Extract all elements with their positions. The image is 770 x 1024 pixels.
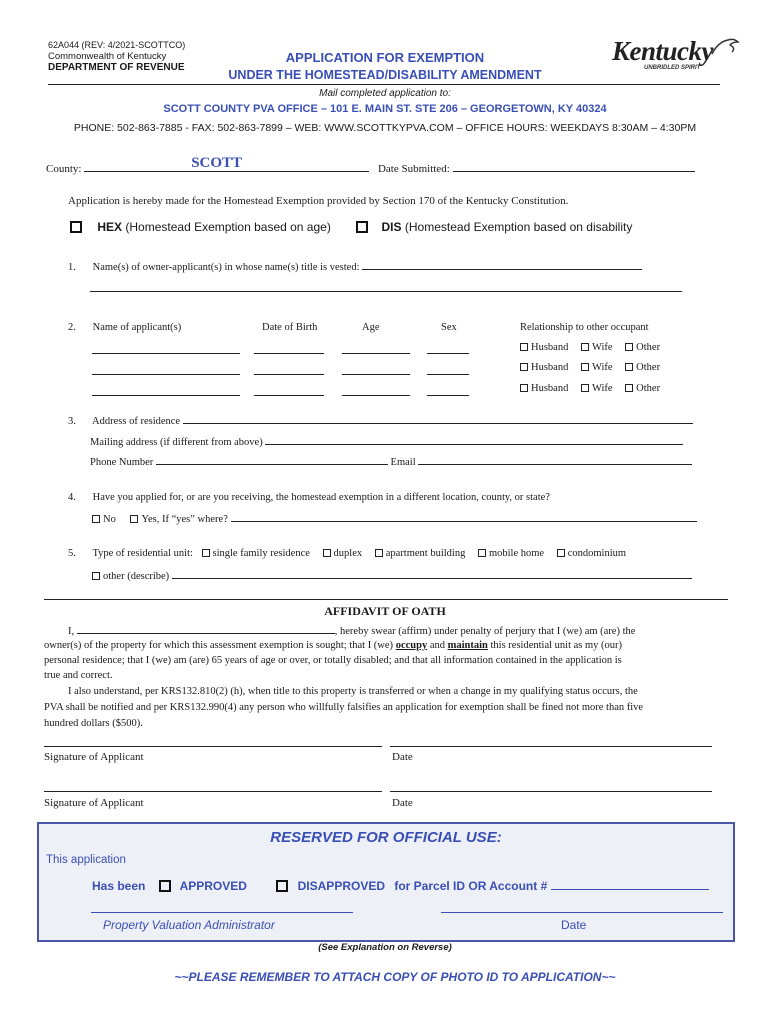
header-rule [48,84,720,85]
intro-text: Application is hereby made for the Homestead Exemption provided by Section 170 of the Kentucky Constitution. [68,195,569,207]
affidavit-name-field[interactable] [77,624,335,634]
condominium-label: condominium [567,548,627,559]
applicant-3-husband-checkbox[interactable] [520,384,528,392]
q4-label: Have you applied for, or are you receiving, the homestead exemption in a different location, county, or state? [92,492,550,503]
affidavit-line6: PVA shall be notified and per KRS132.990(4) any person who willfully falsifies an application for exemption shall be fined not more than five [44,702,644,713]
signature-1-label: Signature of Applicant [44,751,144,763]
signature-1-field[interactable] [44,746,382,747]
q4-row [68,492,550,503]
q4-number: 4. [68,492,76,503]
county-row [46,155,695,175]
hex-description: (Homestead Exemption based on age) [125,220,331,234]
q2-number: 2. [68,322,76,333]
affidavit-i: I, [68,626,75,637]
affidavit-l2b: this residential unit as my (our) [490,640,623,651]
hex-checkbox[interactable] [70,221,82,233]
office-contact: PHONE: 502-863-7885 - FAX: 502-863-7899 – WEB: WWW.SCOTTKYPVA.COM – OFFICE HOURS: WEEKDAYS 8:30AM – 4:30PM [73,122,697,134]
exemption-type-row [70,220,632,234]
date-submitted-field[interactable] [453,162,695,172]
q5-other-row [92,569,692,582]
q3-address-row [68,414,693,427]
affidavit-line5: I also understand, per KRS132.810(2) (h), when title to this property is transferred or when a change in my qualifying status occurs, the [68,686,638,697]
q2-col-age: Age [362,322,380,333]
other-unit-checkbox[interactable] [92,572,100,580]
applicant-1-relationship [520,342,660,353]
q5-label: Type of residential unit: [92,548,193,559]
mobile-home-checkbox[interactable] [478,549,486,557]
q4-yes-checkbox[interactable] [130,515,138,523]
commonwealth-label: Commonwealth of Kentucky [48,51,167,62]
official-use-title: RESERVED FOR OFFICIAL USE: [270,829,502,846]
signature-2-field[interactable] [44,791,382,792]
other-unit-label: other (describe) [103,571,170,582]
wife-label: Wife [591,362,613,373]
signature-2-label: Signature of Applicant [44,797,144,809]
q1-owner-field-line2[interactable] [90,291,682,292]
affidavit-and: and [429,640,445,651]
q3-phone-row [90,455,692,468]
applicant-2-relationship [520,362,660,373]
form-title-line1: APPLICATION FOR EXEMPTION [285,50,485,65]
applicant-3-relationship [520,383,660,394]
department-label: DEPARTMENT OF REVENUE [48,62,185,73]
mobile-home-label: mobile home [488,548,545,559]
applicant-2-husband-checkbox[interactable] [520,363,528,371]
q5-row [68,548,626,559]
apartment-label: apartment building [385,548,466,559]
q2-col-name: Name of applicant(s) [92,322,182,333]
county-field[interactable] [84,155,369,172]
single-family-label: single family residence [212,548,310,559]
affidavit-occupy: occupy [395,640,428,651]
q4-where-field[interactable] [231,512,697,522]
q2-col-relationship: Relationship to other occupant [520,322,649,333]
email-label: Email [390,457,416,468]
official-use-box [37,822,735,942]
address-label: Address of residence [92,416,181,427]
official-date-label: Date [561,918,587,932]
hex-code: HEX [97,220,123,234]
dis-code: DIS [381,220,402,234]
signature-2-date-field[interactable] [390,791,712,792]
q4-options [92,512,697,525]
has-been-label: Has been [92,879,146,893]
parcel-field[interactable] [551,880,709,890]
phone-field[interactable] [156,455,388,465]
kentucky-logo [612,36,742,76]
this-application-label: This application [46,854,126,866]
q5-number: 5. [68,548,76,559]
official-status-row [92,879,709,893]
email-field[interactable] [418,455,692,465]
affidavit-line1 [68,624,635,637]
applicant-1-dob-field[interactable] [254,353,324,354]
affidavit-line7: hundred dollars ($500). [44,718,143,729]
applicant-2-other-checkbox[interactable] [625,363,633,371]
applicant-2-dob-field[interactable] [254,374,324,375]
kentucky-logo-text: Kentucky [612,36,713,66]
applicant-1-sex-field[interactable] [427,353,469,354]
applicant-1-age-field[interactable] [342,353,410,354]
applicant-1-other-checkbox[interactable] [625,343,633,351]
q3-mailing-row [90,435,683,448]
see-explanation: (See Explanation on Reverse) [318,942,452,953]
affidavit-maintain: maintain [447,640,488,651]
affidavit-line3: personal residence; that I (we) am (are) 65 years of age or over, or totally disabled; and that all information contained in the application is [44,655,622,666]
signature-1-date-field[interactable] [390,746,712,747]
mailing-address-label: Mailing address (if different from above) [90,437,263,448]
approved-label: APPROVED [179,879,247,893]
applicant-3-name-field[interactable] [92,395,240,396]
dis-description: (Homestead Exemption based on disability [404,220,633,234]
affidavit-line2 [44,640,622,651]
applicant-3-age-field[interactable] [342,395,410,396]
applicant-3-wife-checkbox[interactable] [581,384,589,392]
applicant-1-wife-checkbox[interactable] [581,343,589,351]
applicant-3-sex-field[interactable] [427,395,469,396]
date-submitted-label: Date Submitted: [377,163,450,175]
photo-id-reminder: ~~PLEASE REMEMBER TO ATTACH COPY OF PHOTO ID TO APPLICATION~~ [174,970,616,984]
pva-signature-field[interactable] [91,912,353,913]
q4-no-checkbox[interactable] [92,515,100,523]
disapproved-checkbox[interactable] [276,880,288,892]
mail-to-label: Mail completed application to: [319,88,451,99]
form-code: 62A044 (REV: 4/2021-SCOTTCO) [48,40,186,50]
applicant-1-name-field[interactable] [92,353,240,354]
applicant-3-dob-field[interactable] [254,395,324,396]
applicant-2-wife-checkbox[interactable] [581,363,589,371]
address-field[interactable] [183,414,693,424]
q2-col-dob: Date of Birth [262,322,318,333]
parcel-label: for Parcel ID OR Account # [394,879,548,893]
other-unit-field[interactable] [172,569,692,579]
affidavit-line4: true and correct. [44,670,113,681]
signature-2-date-label: Date [392,797,413,809]
affidavit-rule [44,599,728,600]
single-family-checkbox[interactable] [202,549,210,557]
duplex-checkbox[interactable] [323,549,331,557]
q1-number: 1. [68,262,76,273]
approved-checkbox[interactable] [159,880,171,892]
wife-label: Wife [591,342,613,353]
q1-owner-field[interactable] [362,260,642,270]
disapproved-label: DISAPPROVED [297,879,385,893]
husband-label: Husband [531,342,569,353]
duplex-label: duplex [333,548,363,559]
apartment-checkbox[interactable] [375,549,383,557]
affidavit-l1-text: , hereby swear (affirm) under penalty of perjury that I (we) am (are) the [334,626,636,637]
husband-label: Husband [531,362,569,373]
horse-icon [710,36,740,56]
applicant-3-other-checkbox[interactable] [625,384,633,392]
q4-no-label: No [103,514,116,525]
other-label: Other [636,383,661,394]
affidavit-l2a: owner(s) of the property for which this assessment exemption is sought; that I (we) [44,640,394,651]
condominium-checkbox[interactable] [557,549,565,557]
other-label: Other [636,342,661,353]
applicant-2-name-field[interactable] [92,374,240,375]
form-title-line2: UNDER THE HOMESTEAD/DISABILITY AMENDMENT [228,68,542,82]
dis-checkbox[interactable] [356,221,368,233]
other-label: Other [636,362,661,373]
q1-label: Name(s) of owner-applicant(s) in whose name(s) title is vested: [92,262,360,273]
q1-row [68,260,642,273]
county-value: SCOTT [191,155,243,171]
affidavit-title: AFFIDAVIT OF OATH [324,604,446,618]
pva-date-field[interactable] [441,912,723,913]
wife-label: Wife [591,383,613,394]
applicant-2-age-field[interactable] [342,374,410,375]
kentucky-logo-tagline: UNBRIDLED SPIRIT [644,65,701,71]
phone-label: Phone Number [90,457,154,468]
applicant-1-husband-checkbox[interactable] [520,343,528,351]
q3-number: 3. [68,416,76,427]
husband-label: Husband [531,383,569,394]
pva-label: Property Valuation Administrator [103,918,275,932]
county-label: County: [46,163,82,175]
signature-1-date-label: Date [392,751,413,763]
q2-header [68,322,181,333]
applicant-2-sex-field[interactable] [427,374,469,375]
mailing-address-field[interactable] [265,435,683,445]
office-address: SCOTT COUNTY PVA OFFICE – 101 E. MAIN ST. STE 206 – GEORGETOWN, KY 40324 [163,103,607,115]
q2-col-sex: Sex [441,322,457,333]
q4-yes-label: Yes, If “yes” where? [141,514,228,525]
